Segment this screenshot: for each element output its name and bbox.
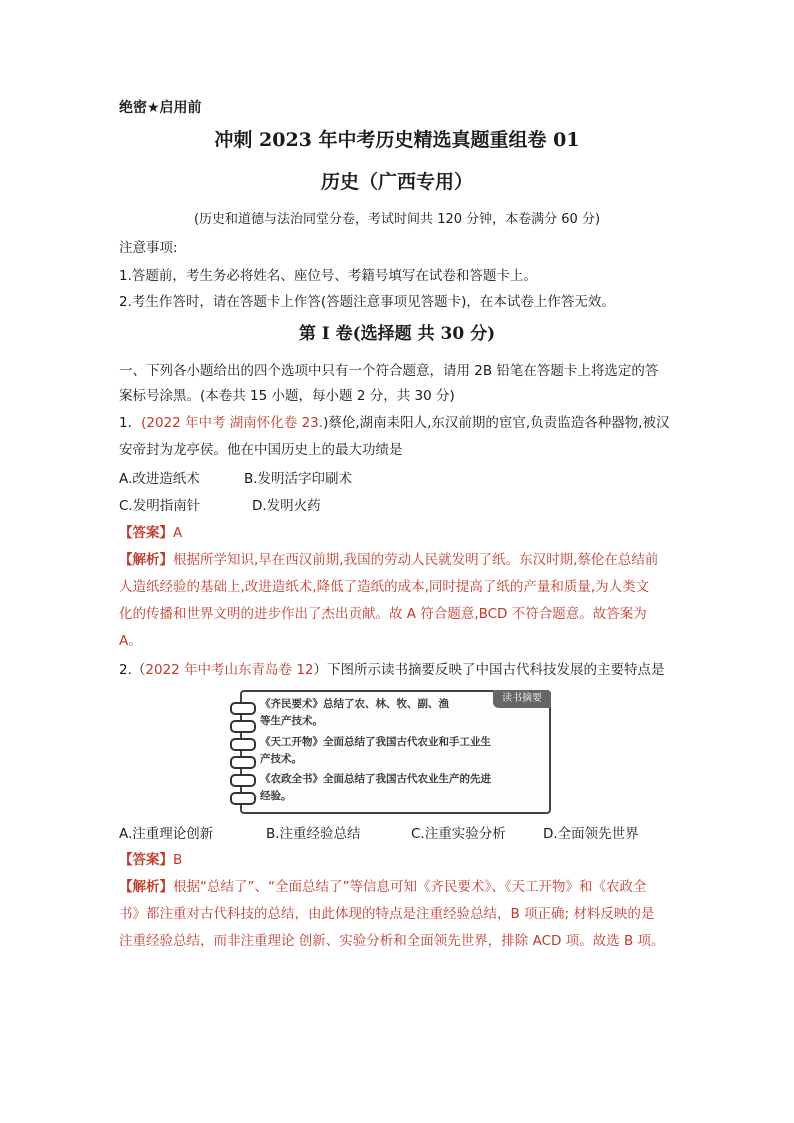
binder-ring-icon	[230, 702, 256, 715]
reading-notes-line-3: 《天工开物》全面总结了我国古代农业和手工业生	[260, 736, 491, 748]
q1-analysis-line-3: 化的传播和世界文明的进步作出了杰出贡献。故 A 符合题意,BCD 不符合题意。故答案为	[119, 606, 647, 622]
q1-option-c: C.发明指南针	[119, 498, 201, 514]
secret-label: 绝密★启用前	[119, 100, 202, 116]
q2-analysis-line-2: 书》都注重对古代科技的总结，由此体现的特点是注重经验总结，B 项正确; 材料反映的是	[119, 906, 655, 922]
q2-option-b: B.注重经验总结	[266, 826, 361, 842]
notice-heading: 注意事项:	[119, 240, 178, 256]
q1-answer	[119, 523, 182, 543]
q2-stem-suffix: ）下图所示读书摘要反映了中国古代科技发展的主要特点是	[313, 662, 665, 678]
exam-title: 冲刺 2023 年中考历史精选真题重组卷 01	[214, 129, 580, 151]
q2-analysis-line-3: 注重经验总结，而非注重理论 创新、实验分析和全面领先世界，排除 ACD 项。故选 B 项。	[119, 933, 665, 949]
q1-option-b: B.发明活字印刷术	[244, 471, 353, 487]
reading-notes-tag	[493, 690, 551, 708]
q2-option-c: C.注重实验分析	[411, 826, 506, 842]
q2-stem	[119, 660, 665, 680]
section-title: 第 I 卷(选择题 共 30 分)	[298, 324, 496, 344]
q2-analysis-text-1: 根据“总结了”、“全面总结了”等信息可知《齐民要术》、《天工开物》和《农政全	[173, 879, 647, 895]
q1-analysis-line-2: 人造纸经验的基础上,改进造纸术,降低了造纸的成本,同时提高了纸的产量和质量,为人类文	[119, 579, 650, 595]
q2-answer	[119, 850, 182, 870]
q2-analysis-label: 【解析】	[119, 879, 173, 895]
q1-option-d: D.发明火药	[252, 498, 321, 514]
q2-answer-label: 【答案】	[119, 852, 173, 868]
exam-note: (历史和道德与法治同堂分卷，考试时间共 120 分钟，本卷满分 60 分)	[193, 212, 601, 227]
binder-ring-icon	[230, 774, 256, 787]
notice-item-1: 1.答题前，考生务必将姓名、座位号、考籍号填写在试卷和答题卡上。	[119, 268, 537, 284]
q1-source: (2022 年中考 湖南怀化卷 23.	[141, 415, 324, 431]
q2-option-d: D.全面领先世界	[543, 826, 639, 842]
reading-notes-tag-label: 读书摘要	[502, 693, 542, 704]
q1-number: 1．	[119, 415, 142, 431]
q2-source: 2022 年中考山东青岛卷 12	[145, 662, 314, 678]
q2-option-a: A.注重理论创新	[119, 826, 214, 842]
q2-stem-prefix: 2.（	[119, 662, 146, 678]
section-intro-line-1: 一、下列各小题给出的四个选项中只有一个符合题意，请用 2B 铅笔在答题卡上将选定的答	[119, 363, 659, 379]
binder-ring-icon	[230, 792, 256, 805]
q1-answer-value: A	[173, 525, 183, 541]
q1-stem-line-1	[119, 413, 670, 433]
binder-ring-icon	[230, 738, 256, 751]
q1-analysis-text-1: 根据所学知识,早在西汉前期,我国的劳动人民就发明了纸。东汉时期,蔡伦在总结前	[173, 552, 659, 568]
q1-analysis-label: 【解析】	[119, 552, 173, 568]
reading-notes-line-6: 经验。	[260, 790, 292, 802]
q2-answer-value: B	[173, 852, 183, 868]
q1-option-a: A.改进造纸术	[119, 471, 200, 487]
reading-notes-line-2: 等生产技术。	[260, 715, 323, 727]
exam-subtitle: 历史（广西专用）	[320, 171, 473, 193]
reading-notes-figure	[240, 690, 551, 814]
binder-ring-icon	[230, 720, 256, 733]
q1-stem-line-2: 安帝封为龙亭侯。他在中国历史上的最大功绩是	[119, 442, 403, 458]
section-intro-line-2: 案标号涂黑。(本卷共 15 小题，每小题 2 分，共 30 分)	[119, 388, 455, 404]
reading-notes-line-4: 产技术。	[260, 753, 302, 765]
q2-analysis-line-1	[119, 877, 646, 897]
q1-answer-label: 【答案】	[119, 525, 173, 541]
q1-stem-text: )蔡伦,湖南耒阳人,东汉前期的宦官,负责监造各种器物,被汉	[323, 415, 670, 431]
binder-ring-icon	[230, 756, 256, 769]
reading-notes-line-1: 《齐民要术》总结了农、林、牧、副、渔	[260, 698, 449, 710]
notice-item-2: 2.考生作答时，请在答题卡上作答(答题注意事项见答题卡)，在本试卷上作答无效。	[119, 294, 615, 310]
q1-analysis-line-1	[119, 550, 658, 570]
reading-notes-line-5: 《农政全书》全面总结了我国古代农业生产的先进	[260, 773, 491, 785]
q1-analysis-line-4: A。	[119, 633, 142, 649]
